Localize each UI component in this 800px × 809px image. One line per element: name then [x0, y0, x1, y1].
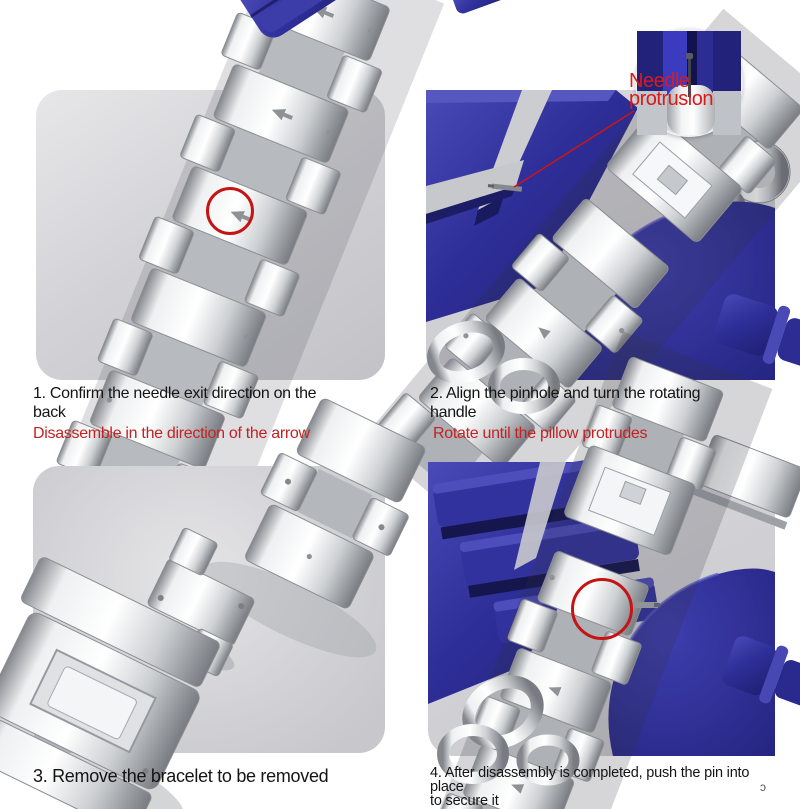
step2-note: Rotate until the pillow protrudes	[433, 425, 648, 442]
step4-caption-line1: 4. After disassembly is completed, push the pin into place	[430, 765, 750, 795]
step1-note: Disassemble in the direction of the arrow	[33, 425, 310, 442]
highlight-circle-icon	[206, 187, 254, 235]
step3-caption: 3. Remove the bracelet to be removed	[33, 766, 329, 786]
step4-photo-pin-secure	[428, 462, 775, 756]
step4-caption-line2: to secure it	[430, 793, 499, 809]
separated-links-illustration	[33, 466, 385, 753]
step3-photo-removed-links	[33, 466, 385, 753]
step2-caption-line2: handle	[430, 404, 477, 421]
bracelet-illustration	[36, 90, 385, 380]
step1-caption	[33, 384, 363, 422]
step1-photo-bracelet-back	[36, 90, 385, 380]
callout-line-1: Needle	[629, 70, 690, 92]
highlight-circle-icon	[571, 578, 633, 640]
stray-mark: ɔ	[760, 780, 766, 794]
needle-protrusion-label	[629, 70, 713, 110]
step1-caption-line2: back	[33, 404, 66, 421]
step1-caption-line1: 1. Confirm the needle exit direction on the	[33, 385, 317, 402]
callout-line-2: protrusion	[629, 87, 713, 110]
step2-caption	[430, 384, 760, 422]
step4-caption	[430, 766, 770, 808]
step2-caption-line1: 2. Align the pinhole and turn the rotating	[430, 385, 701, 402]
